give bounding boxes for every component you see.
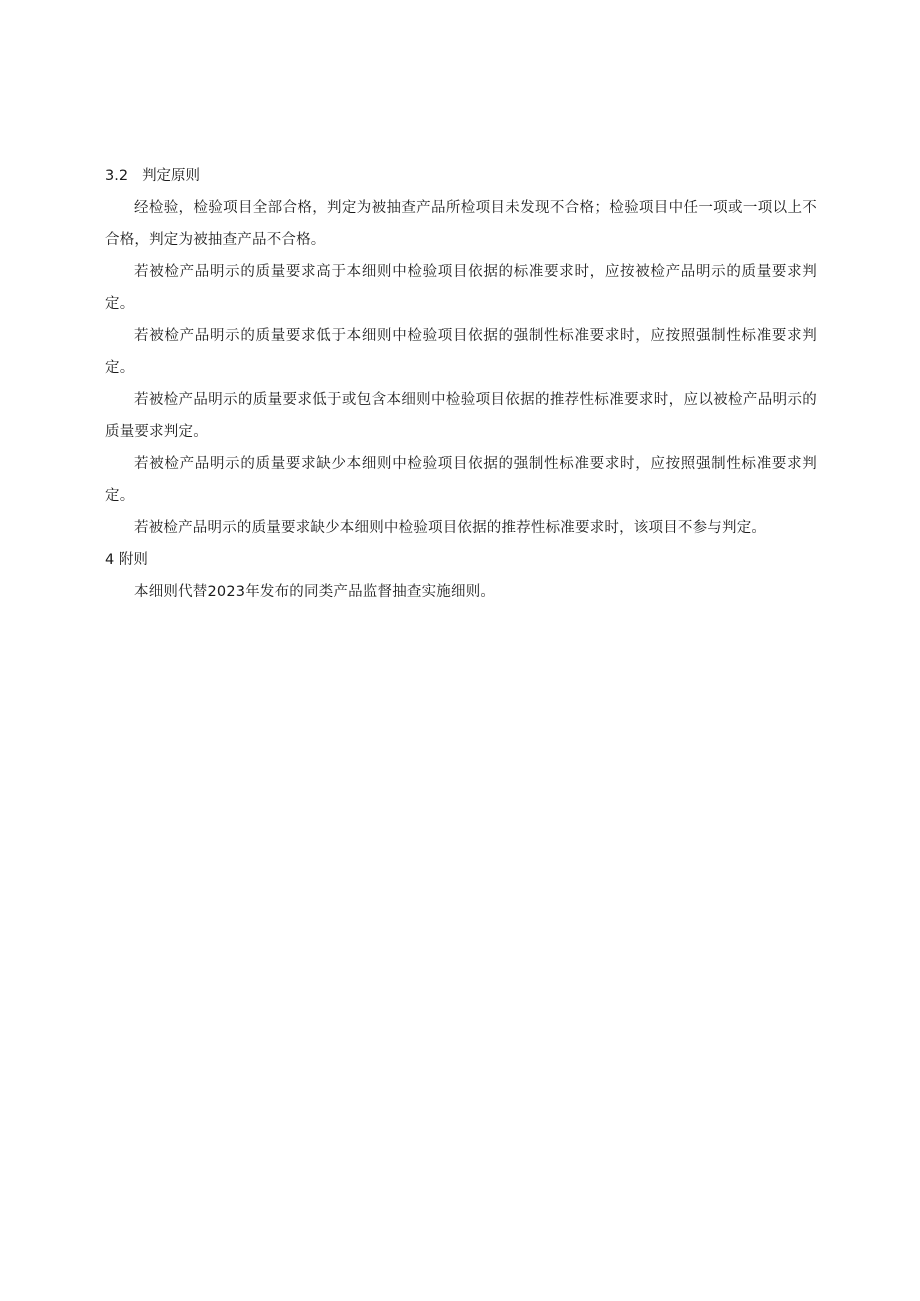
paragraph-judgement-overall: 经检验，检验项目全部合格，判定为被抽查产品所检项目未发现不合格；检验项目中任一项或一项以上不合格，判定为被抽查产品不合格。 bbox=[105, 200, 817, 248]
paragraph-judgement-higher: 若被检产品明示的质量要求高于本细则中检验项目依据的标准要求时，应按被检产品明示的质量要求判定。 bbox=[105, 264, 817, 312]
paragraph-judgement-lower-mandatory: 若被检产品明示的质量要求低于本细则中检验项目依据的强制性标准要求时，应按照强制性标准要求判定。 bbox=[105, 328, 817, 376]
paragraph-supplementary: 本细则代替2023年发布的同类产品监督抽查实施细则。 bbox=[134, 584, 496, 600]
document-content bbox=[105, 160, 817, 608]
paragraph-judgement-missing-mandatory: 若被检产品明示的质量要求缺少本细则中检验项目依据的强制性标准要求时，应按照强制性标准要求判定。 bbox=[105, 456, 817, 504]
section-4-heading: 4 附则 bbox=[105, 552, 148, 568]
section-3-2-heading bbox=[105, 160, 817, 192]
paragraph-judgement-lower-recommended: 若被检产品明示的质量要求低于或包含本细则中检验项目依据的推荐性标准要求时，应以被检产品明示的质量要求判定。 bbox=[105, 392, 817, 440]
section-3-2-title: 判定原则 bbox=[142, 168, 201, 184]
section-3-2-number: 3.2 bbox=[105, 168, 129, 184]
paragraph-judgement-missing-recommended: 若被检产品明示的质量要求缺少本细则中检验项目依据的推荐性标准要求时，该项目不参与判定。 bbox=[134, 520, 767, 536]
